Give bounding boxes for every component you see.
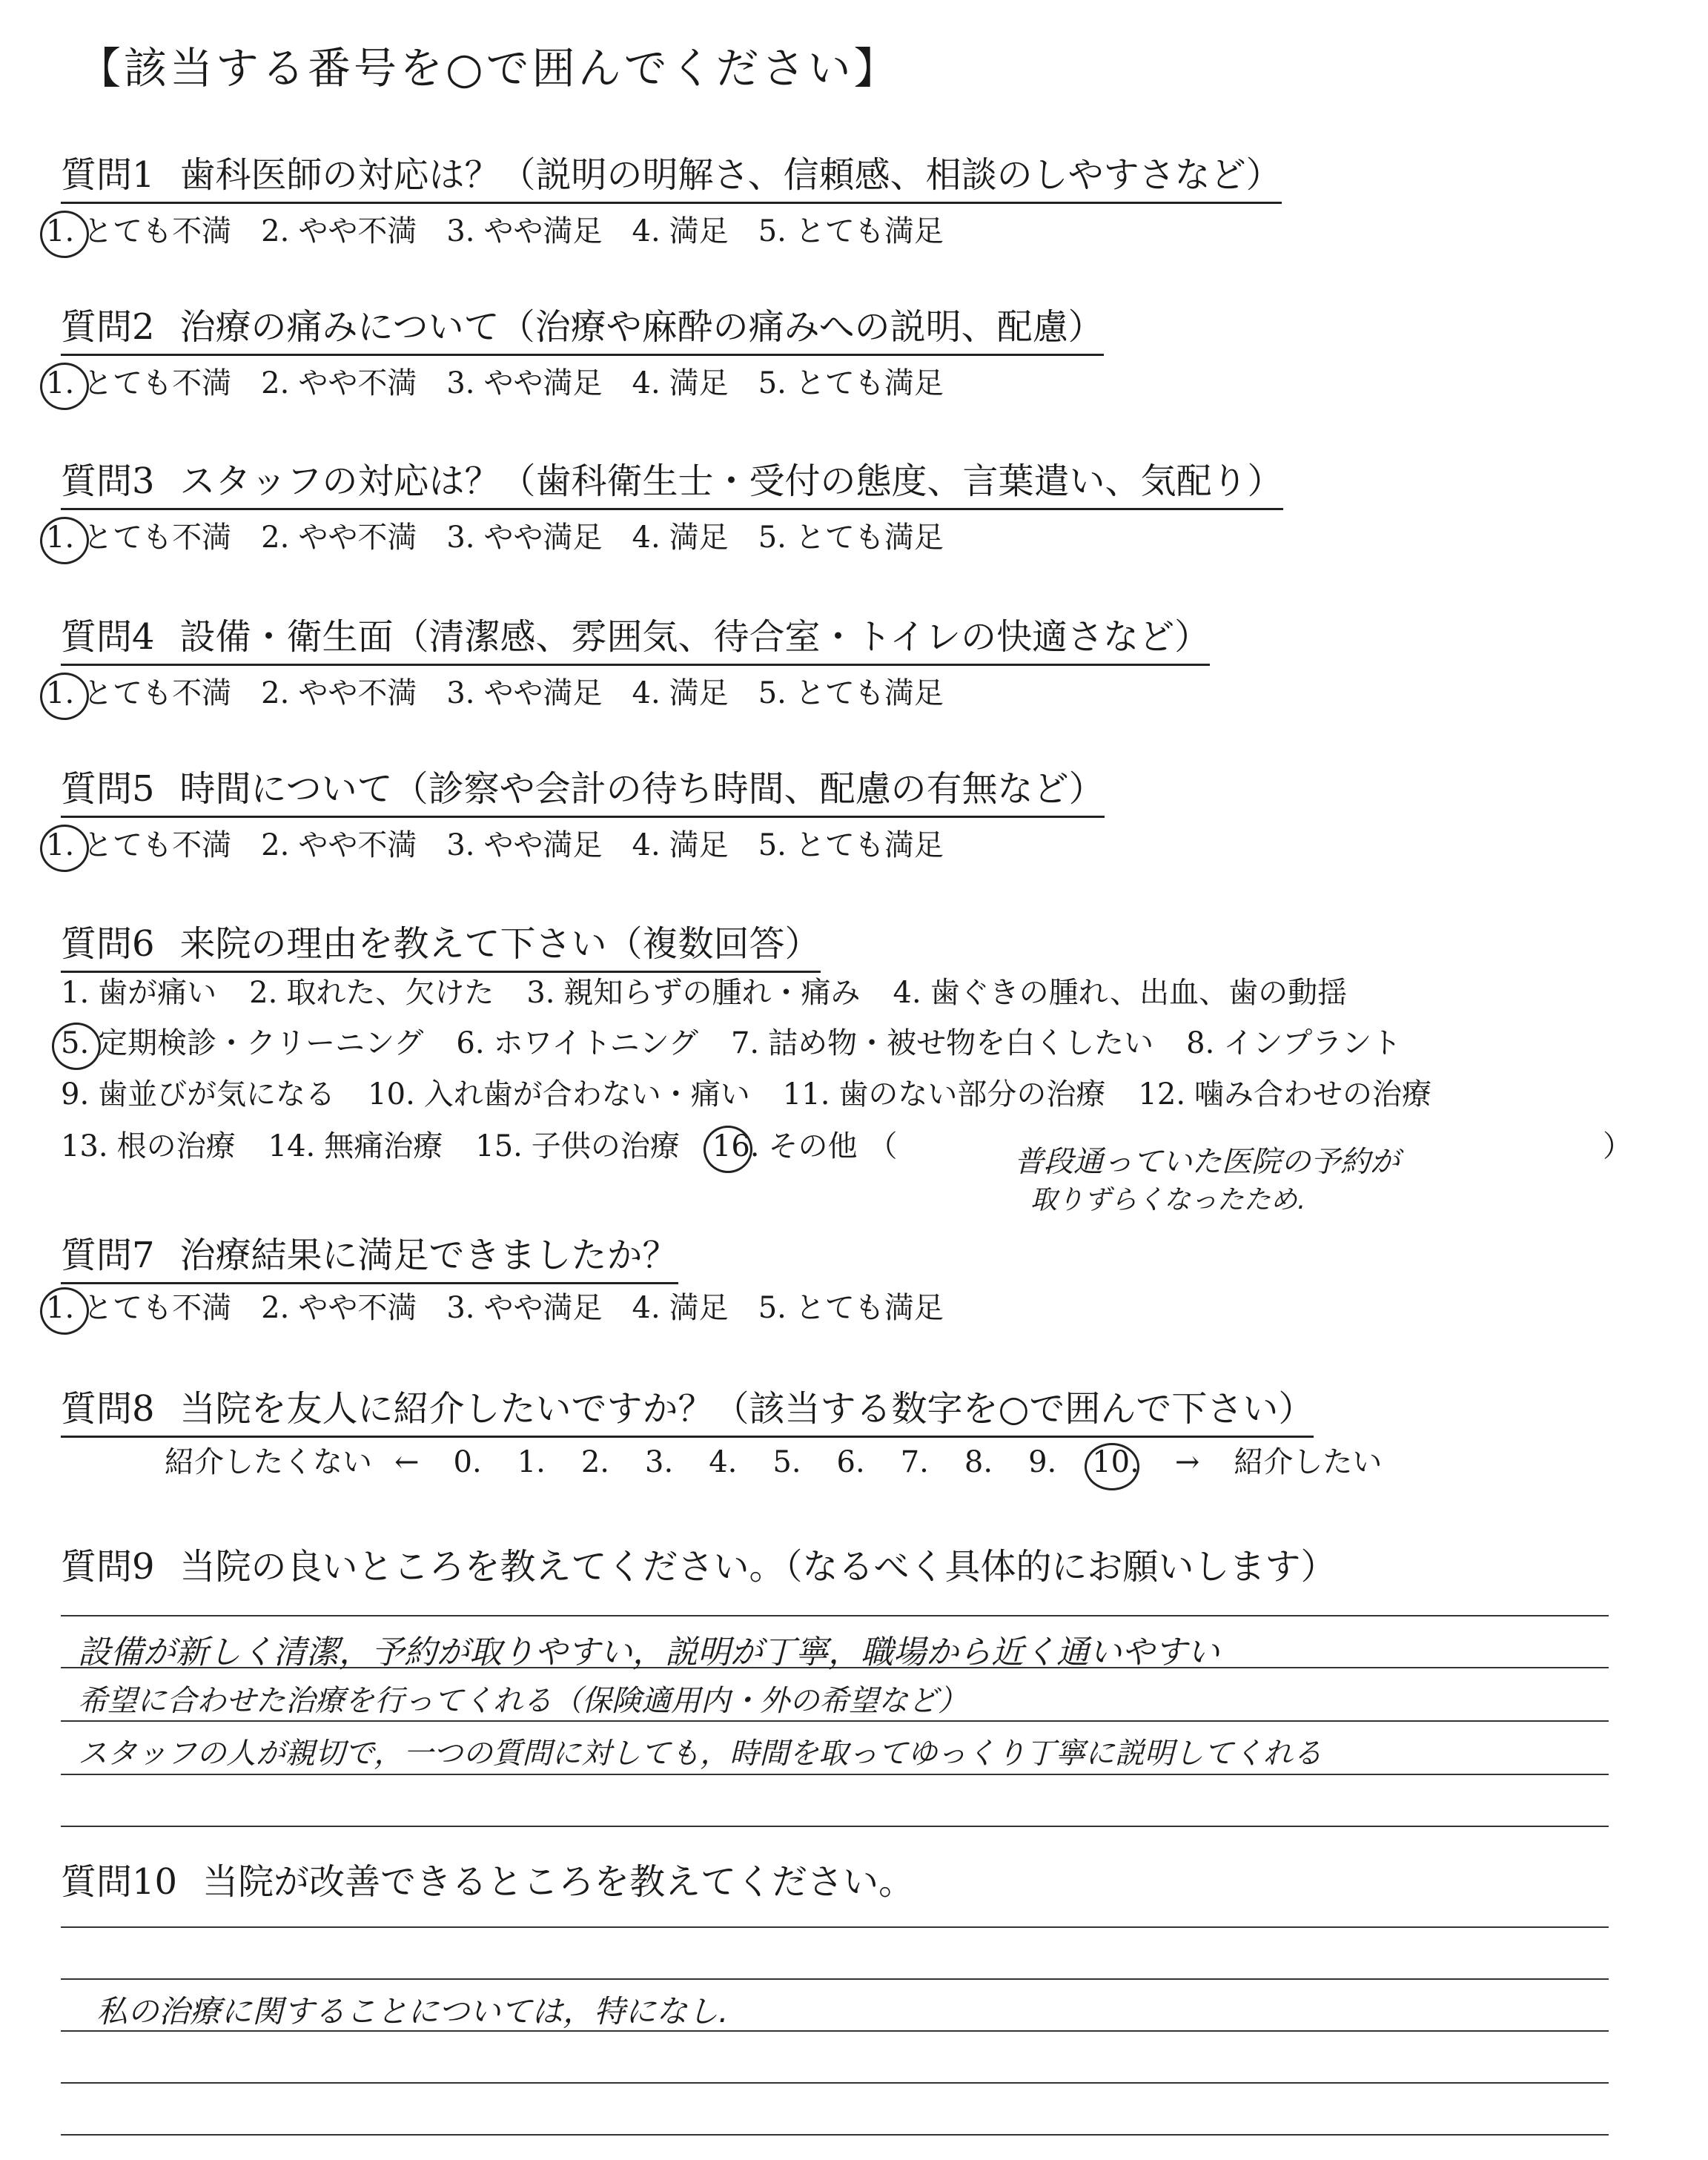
q4-options (46, 676, 973, 711)
rating-option-5[interactable] (758, 1290, 944, 1326)
q3-text: スタッフの対応は？（歯科衛生士・受付の態度、言葉遣い、気配り） (179, 460, 1283, 502)
rating-option-2[interactable] (261, 214, 417, 249)
option-number: 5. (758, 1291, 787, 1325)
option-label: とても満足 (795, 1291, 944, 1325)
q4-number: 質問4 (61, 616, 155, 658)
option-number: 5. (758, 521, 787, 555)
instruction-header: 【該当する番号を○で囲んでください】 (78, 43, 900, 93)
q6-reason-option[interactable] (893, 975, 1348, 1011)
q6-reason-option[interactable] (712, 1129, 858, 1164)
q6-other-handwritten-1: 普段通っていた医院の予約が (1014, 1145, 1400, 1179)
rating-option-2[interactable] (261, 520, 417, 555)
reason-label: 噛み合わせの治療 (1194, 1077, 1432, 1112)
rating-option-1[interactable] (46, 828, 231, 863)
reason-label: 歯ぐきの腫れ、出血、歯の動揺 (930, 976, 1348, 1010)
option-number: 4. (632, 676, 661, 710)
reason-number: 2. (249, 976, 278, 1010)
q5-title (61, 768, 1105, 818)
option-label: とても不満 (83, 214, 232, 248)
q6-title (61, 923, 821, 973)
q9-line-5 (61, 1826, 1609, 1827)
q2-number: 質問2 (61, 306, 155, 348)
right-arrow-icon: → (1174, 1445, 1200, 1479)
rating-option-5[interactable] (758, 828, 944, 863)
option-label: 満足 (669, 521, 729, 555)
q6-reason-option[interactable] (61, 1129, 236, 1164)
q6-reason-option[interactable] (268, 1129, 443, 1164)
option-label: やや満足 (483, 521, 603, 555)
rating-option-2[interactable] (261, 676, 417, 711)
reason-number: 13. (61, 1129, 108, 1163)
option-number: 5. (758, 828, 787, 862)
q10-line-5 (61, 2134, 1609, 2136)
q8-scale-number[interactable]: 3. (645, 1445, 674, 1479)
rating-option-3[interactable] (446, 828, 602, 863)
option-number: 4. (632, 366, 661, 400)
q5-number: 質問5 (61, 768, 155, 810)
reason-number: 9. (61, 1077, 90, 1112)
q6-reason-option[interactable] (61, 975, 216, 1011)
rating-option-2[interactable] (261, 828, 417, 863)
q1-title (61, 154, 1282, 204)
option-label: やや不満 (298, 214, 417, 248)
q8-left-label: 紹介したくない (165, 1445, 372, 1479)
rating-option-4[interactable] (632, 520, 729, 555)
option-number: 1. (46, 366, 75, 400)
q8-scale-number[interactable]: 0. (453, 1445, 482, 1479)
q5-options (46, 828, 973, 863)
option-number: 1. (46, 214, 75, 248)
q8-scale-number[interactable]: 7. (900, 1445, 929, 1479)
q1-options (46, 214, 973, 249)
option-number: 3. (446, 676, 475, 710)
q9-text: 当院の良いところを教えてください。（なるべく具体的にお願いします） (179, 1546, 1337, 1588)
q6-number: 質問6 (61, 923, 155, 965)
option-number: 2. (261, 214, 290, 248)
q8-number: 質問8 (61, 1388, 155, 1430)
option-label: とても満足 (795, 521, 944, 555)
reason-number: 15. (475, 1129, 523, 1163)
q7-text: 治療結果に満足できましたか？ (179, 1235, 678, 1276)
q9-line-1 (61, 1615, 1609, 1616)
rating-option-3[interactable] (446, 676, 602, 711)
q8-title (61, 1388, 1314, 1438)
reason-label: ホワイトニング (493, 1026, 698, 1060)
reason-label: 歯並びが気になる (98, 1077, 336, 1112)
q8-text: 当院を友人に紹介したいですか？（該当する数字を○で囲んで下さい） (179, 1388, 1314, 1430)
q6-reason-option[interactable] (1186, 1025, 1401, 1061)
q8-right-label: 紹介したい (1234, 1445, 1383, 1479)
q8-scale-number[interactable]: 10. (1092, 1445, 1139, 1479)
q6-reason-option[interactable] (456, 1025, 698, 1061)
rating-option-5[interactable] (758, 366, 944, 401)
q6-reason-option[interactable] (249, 975, 494, 1011)
reason-label: 子供の治療 (531, 1129, 680, 1163)
option-label: 満足 (669, 366, 729, 400)
q3-number: 質問3 (61, 460, 155, 502)
option-label: やや満足 (483, 828, 603, 862)
rating-option-3[interactable] (446, 214, 602, 249)
option-label: やや満足 (483, 366, 603, 400)
q9-answer-1: 設備が新しく清潔，予約が取りやすい，説明が丁寧，職場から近く通いやすい (78, 1634, 1219, 1671)
q10-line-1 (61, 1926, 1609, 1928)
option-number: 3. (446, 521, 475, 555)
option-number: 3. (446, 214, 475, 248)
option-label: やや不満 (298, 828, 417, 862)
q3-title (61, 460, 1283, 510)
reason-number: 1. (61, 976, 90, 1010)
q6-reason-row (61, 1025, 1434, 1061)
option-label: やや満足 (483, 1291, 603, 1325)
q8-scale-number[interactable]: 4. (709, 1445, 738, 1479)
q9-number: 質問9 (61, 1546, 155, 1588)
option-number: 1. (46, 521, 75, 555)
rating-option-4[interactable] (632, 676, 729, 711)
reason-label: 無痛治療 (324, 1129, 443, 1163)
q9-answer-2: 希望に合わせた治療を行ってくれる（保険適用内・外の希望など） (78, 1684, 967, 1718)
q8-scale (165, 1444, 1382, 1480)
option-label: 満足 (669, 676, 729, 710)
rating-option-4[interactable] (632, 214, 729, 249)
option-label: とても満足 (795, 828, 944, 862)
q10-line-2 (61, 1978, 1609, 1980)
q9-answer-3: スタッフの人が親切で，一つの質問に対しても，時間を取ってゆっくり丁寧に説明してくれる (78, 1737, 1323, 1771)
option-number: 3. (446, 1291, 475, 1325)
option-label: やや満足 (483, 214, 603, 248)
option-number: 4. (632, 1291, 661, 1325)
reason-label: 定期検診・クリーニング (98, 1026, 424, 1060)
rating-option-3[interactable] (446, 1290, 602, 1326)
q9-title (61, 1546, 1337, 1593)
q6-reason-option[interactable] (1138, 1077, 1431, 1112)
q6-reason-option[interactable] (368, 1077, 750, 1112)
option-label: とても不満 (83, 1291, 232, 1325)
reason-number: 14. (268, 1129, 316, 1163)
option-label: とても不満 (83, 676, 232, 710)
q8-scale-number[interactable]: 1. (517, 1445, 546, 1479)
rating-option-3[interactable] (446, 520, 602, 555)
reason-label: 入れ歯が合わない・痛い (423, 1077, 750, 1112)
option-label: 満足 (669, 214, 729, 248)
left-arrow-icon: ← (394, 1445, 420, 1479)
q8-scale-number[interactable]: 9. (1028, 1445, 1057, 1479)
option-label: とても不満 (83, 366, 232, 400)
q3-options (46, 520, 973, 555)
reason-number: 16. (712, 1129, 760, 1163)
rating-option-5[interactable] (758, 676, 944, 711)
option-label: やや不満 (298, 676, 417, 710)
reason-number: 8. (1186, 1026, 1215, 1060)
rating-option-4[interactable] (632, 366, 729, 401)
option-label: とても満足 (795, 214, 944, 248)
option-number: 4. (632, 828, 661, 862)
reason-number: 11. (782, 1077, 830, 1112)
rating-option-1[interactable] (46, 214, 231, 249)
option-label: やや不満 (298, 521, 417, 555)
reason-label: その他 (768, 1129, 858, 1163)
option-label: やや不満 (298, 1291, 417, 1325)
option-label: やや不満 (298, 366, 417, 400)
q6-text: 来院の理由を教えて下さい（複数回答） (179, 923, 821, 965)
q6-reason-option[interactable] (783, 1077, 1106, 1112)
option-label: とても不満 (83, 521, 232, 555)
option-number: 5. (758, 676, 787, 710)
rating-option-2[interactable] (261, 1290, 417, 1326)
reason-label: 親知らずの腫れ・痛み (563, 976, 861, 1010)
q10-line-4 (61, 2082, 1609, 2084)
option-number: 2. (261, 676, 290, 710)
option-number: 5. (758, 214, 787, 248)
rating-option-1[interactable] (46, 520, 231, 555)
q10-title (61, 1861, 914, 1909)
option-number: 3. (446, 828, 475, 862)
reason-label: 歯のない部分の治療 (838, 1077, 1106, 1112)
option-number: 1. (46, 1291, 75, 1325)
q6-reason-option[interactable] (61, 1077, 335, 1112)
q6-reason-row (61, 975, 1380, 1011)
q2-title (61, 306, 1104, 356)
q6-other-handwritten-2: 取りずらくなったため. (1030, 1185, 1306, 1215)
q10-number: 質問10 (61, 1861, 178, 1903)
reason-number: 12. (1138, 1077, 1186, 1112)
reason-number: 6. (456, 1026, 485, 1060)
rating-option-1[interactable] (46, 366, 231, 401)
q9-line-4 (61, 1774, 1609, 1775)
q2-text: 治療の痛みについて（治療や麻酔の痛みへの説明、配慮） (179, 306, 1104, 348)
option-label: とても不満 (83, 828, 232, 862)
rating-option-1[interactable] (46, 1290, 231, 1326)
reason-label: 根の治療 (116, 1129, 236, 1163)
reason-label: インプラント (1223, 1026, 1402, 1060)
q6-reason-option[interactable] (731, 1025, 1153, 1061)
q10-answer: 私の治療に関することについては，特になし. (96, 1993, 729, 2029)
option-number: 1. (46, 676, 75, 710)
option-label: 満足 (669, 1291, 729, 1325)
q8-scale-number[interactable]: 6. (836, 1445, 865, 1479)
q5-text: 時間について（診察や会計の待ち時間、配慮の有無など） (179, 768, 1105, 810)
option-number: 4. (632, 521, 661, 555)
rating-option-5[interactable] (758, 520, 944, 555)
option-number: 2. (261, 366, 290, 400)
option-number: 2. (261, 521, 290, 555)
reason-label: 詰め物・被せ物を白くしたい (768, 1026, 1154, 1060)
option-number: 5. (758, 366, 787, 400)
rating-option-4[interactable] (632, 1290, 729, 1326)
reason-number: 3. (526, 976, 555, 1010)
q8-scale-number[interactable]: 5. (772, 1445, 801, 1479)
q7-number: 質問7 (61, 1235, 155, 1276)
option-number: 2. (261, 828, 290, 862)
reason-number: 4. (893, 976, 921, 1010)
q6-reason-option[interactable] (61, 1025, 423, 1061)
reason-number: 5. (61, 1026, 90, 1060)
q4-title (61, 616, 1210, 666)
q7-options (46, 1290, 973, 1326)
q6-reason-option[interactable] (526, 975, 860, 1011)
q9-line-3 (61, 1720, 1609, 1722)
reason-number: 7. (730, 1026, 760, 1060)
rating-option-4[interactable] (632, 828, 729, 863)
q8-scale-number[interactable]: 2. (580, 1445, 610, 1479)
q2-options (46, 366, 973, 401)
rating-option-3[interactable] (446, 366, 602, 401)
option-label: やや満足 (483, 676, 603, 710)
q10-text: 当院が改善できるところを教えてください。 (202, 1861, 915, 1903)
q6-other-open-paren: （ (867, 1129, 898, 1163)
option-number: 1. (46, 828, 75, 862)
q1-text: 歯科医師の対応は？（説明の明解さ、信頼感、相談のしやすさなど） (179, 154, 1282, 196)
q6-reason-option[interactable] (475, 1129, 680, 1164)
q1-number: 質問1 (61, 154, 155, 196)
reason-label: 取れた、欠けた (286, 976, 494, 1010)
rating-option-5[interactable] (758, 214, 944, 249)
option-number: 3. (446, 366, 475, 400)
reason-label: 歯が痛い (98, 976, 217, 1010)
q8-scale-number[interactable]: 8. (964, 1445, 993, 1479)
option-label: とても満足 (795, 366, 944, 400)
option-number: 2. (261, 1291, 290, 1325)
q4-text: 設備・衛生面（清潔感、雰囲気、待合室・トイレの快適さなど） (179, 616, 1211, 658)
option-number: 4. (632, 214, 661, 248)
option-label: とても満足 (795, 676, 944, 710)
rating-option-2[interactable] (261, 366, 417, 401)
q6-reason-row (61, 1077, 1464, 1112)
q6-other-close-paren: ） (1603, 1129, 1632, 1163)
option-label: 満足 (669, 828, 729, 862)
reason-number: 10. (368, 1077, 415, 1112)
q7-title (61, 1235, 678, 1284)
rating-option-1[interactable] (46, 676, 231, 711)
